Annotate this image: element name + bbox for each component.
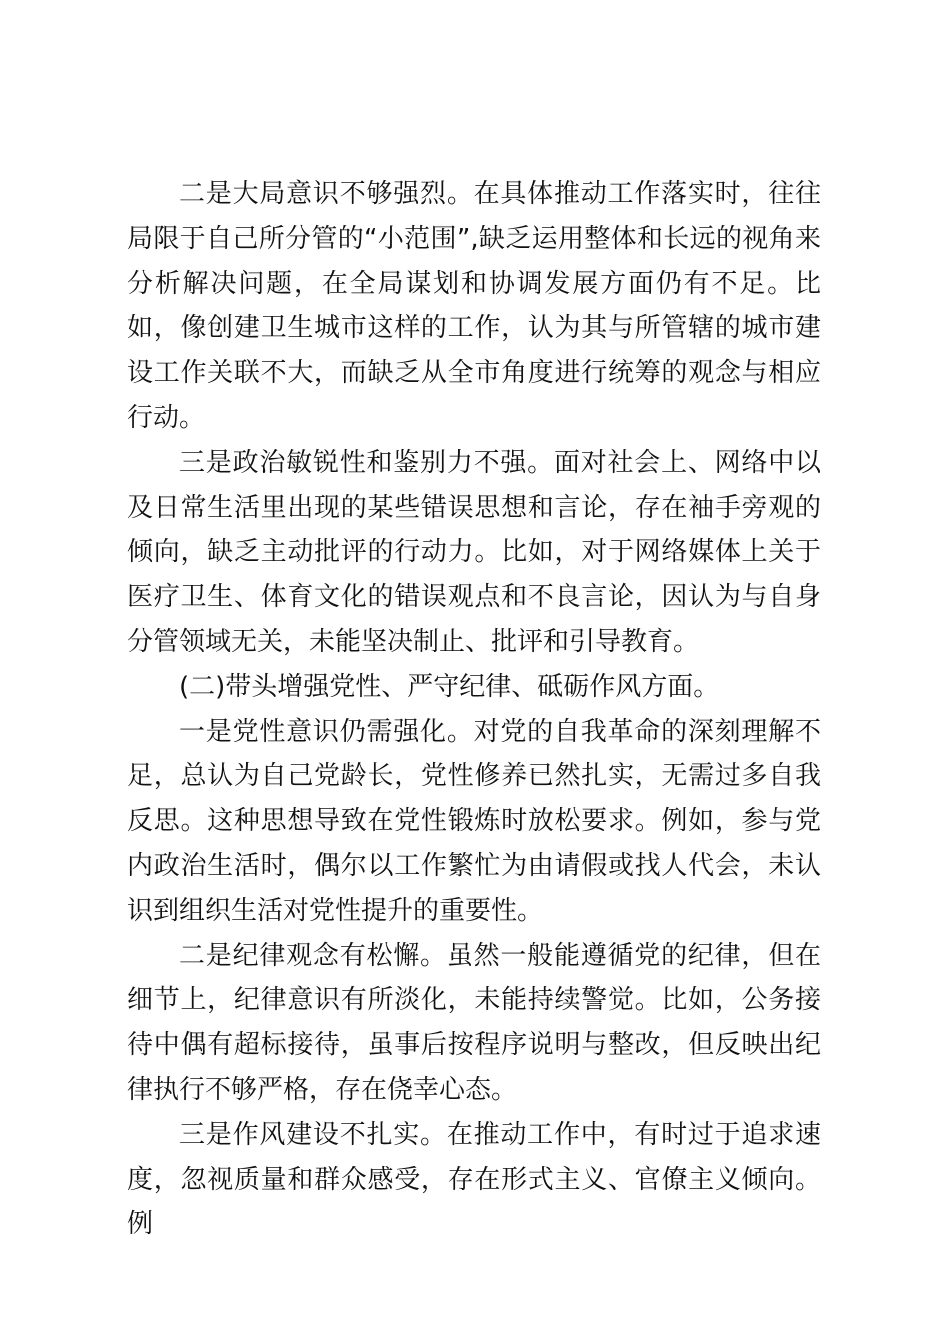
paragraph-political-sensitivity: 三是政治敏锐性和鉴别力不强。面对社会上、网络中以及日常生活里出现的某些错误思想和言论，存在袖手旁观的倾向，缺乏主动批评的行动力。比如，对于网络媒体上关于医疗卫生、体育文化的错误观点和不良言论，因认为与自身分管领域无关，未能坚决制止、批评和引导教育。 (127, 447, 821, 657)
paragraph-discipline: 二是纪律观念有松懈。虽然一般能遵循党的纪律，但在细节上，纪律意识有所淡化，未能持续警觉。比如，公务接待中偶有超标接待，虽事后按程序说明与整改，但反映出纪律执行不够严格，存在侥幸心态。 (127, 940, 821, 1105)
paragraph-overall-awareness: 二是大局意识不够强烈。在具体推动工作落实时，往往局限于自己所分管的“小范围”,缺乏运用整体和长远的视角来分析解决问题，在全局谋划和协调发展方面仍有不足。比如，像创建卫生城市这样的工作，认为其与所管辖的城市建设工作关联不大，而缺乏从全市角度进行统筹的观念与相应行动。 (127, 179, 821, 433)
paragraph-party-awareness: 一是党性意识仍需强化。对党的自我革命的深刻理解不足，总认为自己党龄长，党性修养已然扎实，无需过多自我反思。这种思想导致在党性锻炼时放松要求。例如，参与党内政治生活时，偶尔以工作繁忙为由请假或找人代会，未认识到组织生活对党性提升的重要性。 (127, 716, 821, 926)
document-body (127, 172, 821, 1247)
paragraph-work-style: 三是作风建设不扎实。在推动工作中，有时过于追求速度，忽视质量和群众感受，存在形式主义、官僚主义倾向。例 (127, 1119, 821, 1240)
section-heading-party-spirit: (二)带头增强党性、严守纪律、砥砺作风方面。 (179, 671, 720, 702)
